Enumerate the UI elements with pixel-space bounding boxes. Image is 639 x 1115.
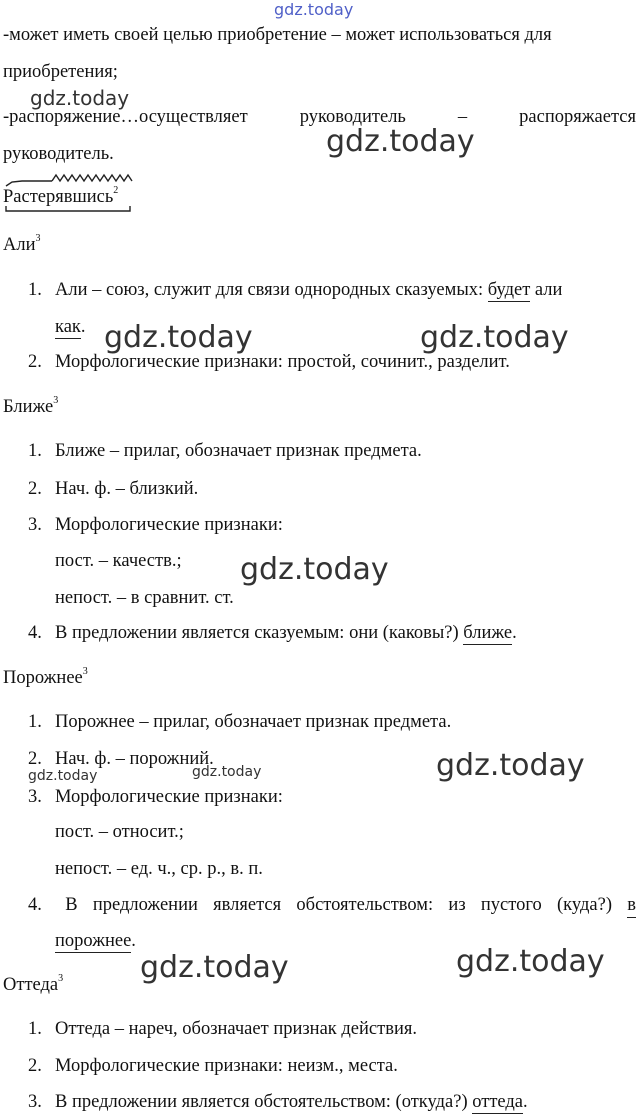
watermark: gdz.today xyxy=(240,552,389,587)
underlined-word: ближе xyxy=(463,623,513,643)
word: (куда?) xyxy=(557,895,612,915)
list-item: 2. Нач. ф. – близкий. xyxy=(28,479,199,499)
list-item: 1. Ближе – прилаг, обозначает признак предмета. xyxy=(28,441,422,461)
word: руководитель xyxy=(299,107,406,127)
underlined-word: как xyxy=(55,317,81,337)
underlined-word: в xyxy=(627,894,636,918)
section-heading-blizhe: Ближе$^3$ xyxy=(3,395,59,417)
list-item: 1. Оттеда – нареч, обозначает признак действия. xyxy=(28,1019,417,1039)
list-item: 1. Порожнее – прилаг, обозначает признак предмета. xyxy=(28,712,452,732)
superscript: 3 xyxy=(82,666,88,677)
list-subline: пост. – относит.; xyxy=(55,822,184,842)
list-item: 3. В предложении является обстоятельством: (откуда?) оттеда. xyxy=(28,1092,528,1112)
superscript: 3 xyxy=(53,395,59,406)
word: -распоряжение…осуществляет xyxy=(3,107,248,127)
word: пустого xyxy=(480,895,542,915)
watermark: gdz.today xyxy=(30,86,130,110)
word: В xyxy=(65,895,78,915)
list-item-continuation: как. xyxy=(55,317,86,337)
word: является xyxy=(213,895,282,915)
list-item: 2. Морфологические признаки: простой, сочинит., разделит. xyxy=(28,352,510,372)
watermark: gdz.today xyxy=(420,320,569,355)
watermark: gdz.today xyxy=(436,748,585,783)
list-item: 3. Морфологические признаки: xyxy=(28,515,283,535)
underlined-word: оттеда xyxy=(472,1092,524,1112)
watermark: gdz.today xyxy=(104,320,253,355)
text-line: приобретения; xyxy=(3,62,118,82)
list-item: 2. Нач. ф. – порожний. xyxy=(28,749,214,769)
list-item: 4. В предложении является сказуемым: они (каковы?) ближе. xyxy=(28,623,517,643)
underlined-word: порожнее xyxy=(55,931,132,951)
list-item: 2. Морфологические признаки: неизм., места. xyxy=(28,1056,398,1076)
list-item-justified: 4. В предложении является обстоятельством: из пустого (куда?) в xyxy=(28,894,636,918)
list-item: 3. Морфологические признаки: xyxy=(28,787,283,807)
text-line: руководитель. xyxy=(3,144,114,164)
word: обстоятельством: xyxy=(296,895,434,915)
watermark: gdz.today xyxy=(140,950,289,985)
watermark: gdz.today xyxy=(326,124,475,159)
word: распоряжается xyxy=(519,107,636,127)
underline-bracket-mark xyxy=(4,204,134,214)
watermark: gdz.today xyxy=(28,768,98,784)
list-item-continuation: порожнее. xyxy=(55,931,136,951)
section-heading-porozhnee: Порожнее$^3$ xyxy=(3,666,88,688)
underlined-word: будет xyxy=(487,280,531,300)
word-rastervavshis: Растерявшись xyxy=(3,187,114,207)
watermark: gdz.today xyxy=(274,0,354,19)
section-heading-ali: Али$^3$ xyxy=(3,233,41,255)
word: предложении xyxy=(92,895,198,915)
list-item: 1. Али – союз, служит для связи однородных сказуемых: будет али xyxy=(28,280,563,300)
list-subline: непост. – в сравнит. ст. xyxy=(55,588,234,608)
text-line: -может иметь своей целью приобретение – может использоваться для xyxy=(3,25,552,45)
watermark: gdz.today xyxy=(192,764,262,780)
text-line-justified xyxy=(3,106,636,128)
section-heading-otteda: Оттеда$^3$ xyxy=(3,973,64,995)
superscript: 3 xyxy=(58,973,64,984)
superscript: 2 xyxy=(113,185,119,196)
word: из xyxy=(448,895,466,915)
superscript: 3 xyxy=(35,233,41,244)
list-subline: пост. – качеств.; xyxy=(55,551,182,571)
list-subline: непост. – ед. ч., ср. р., в. п. xyxy=(55,859,263,879)
word: – xyxy=(457,107,468,127)
watermark: gdz.today xyxy=(456,944,605,979)
